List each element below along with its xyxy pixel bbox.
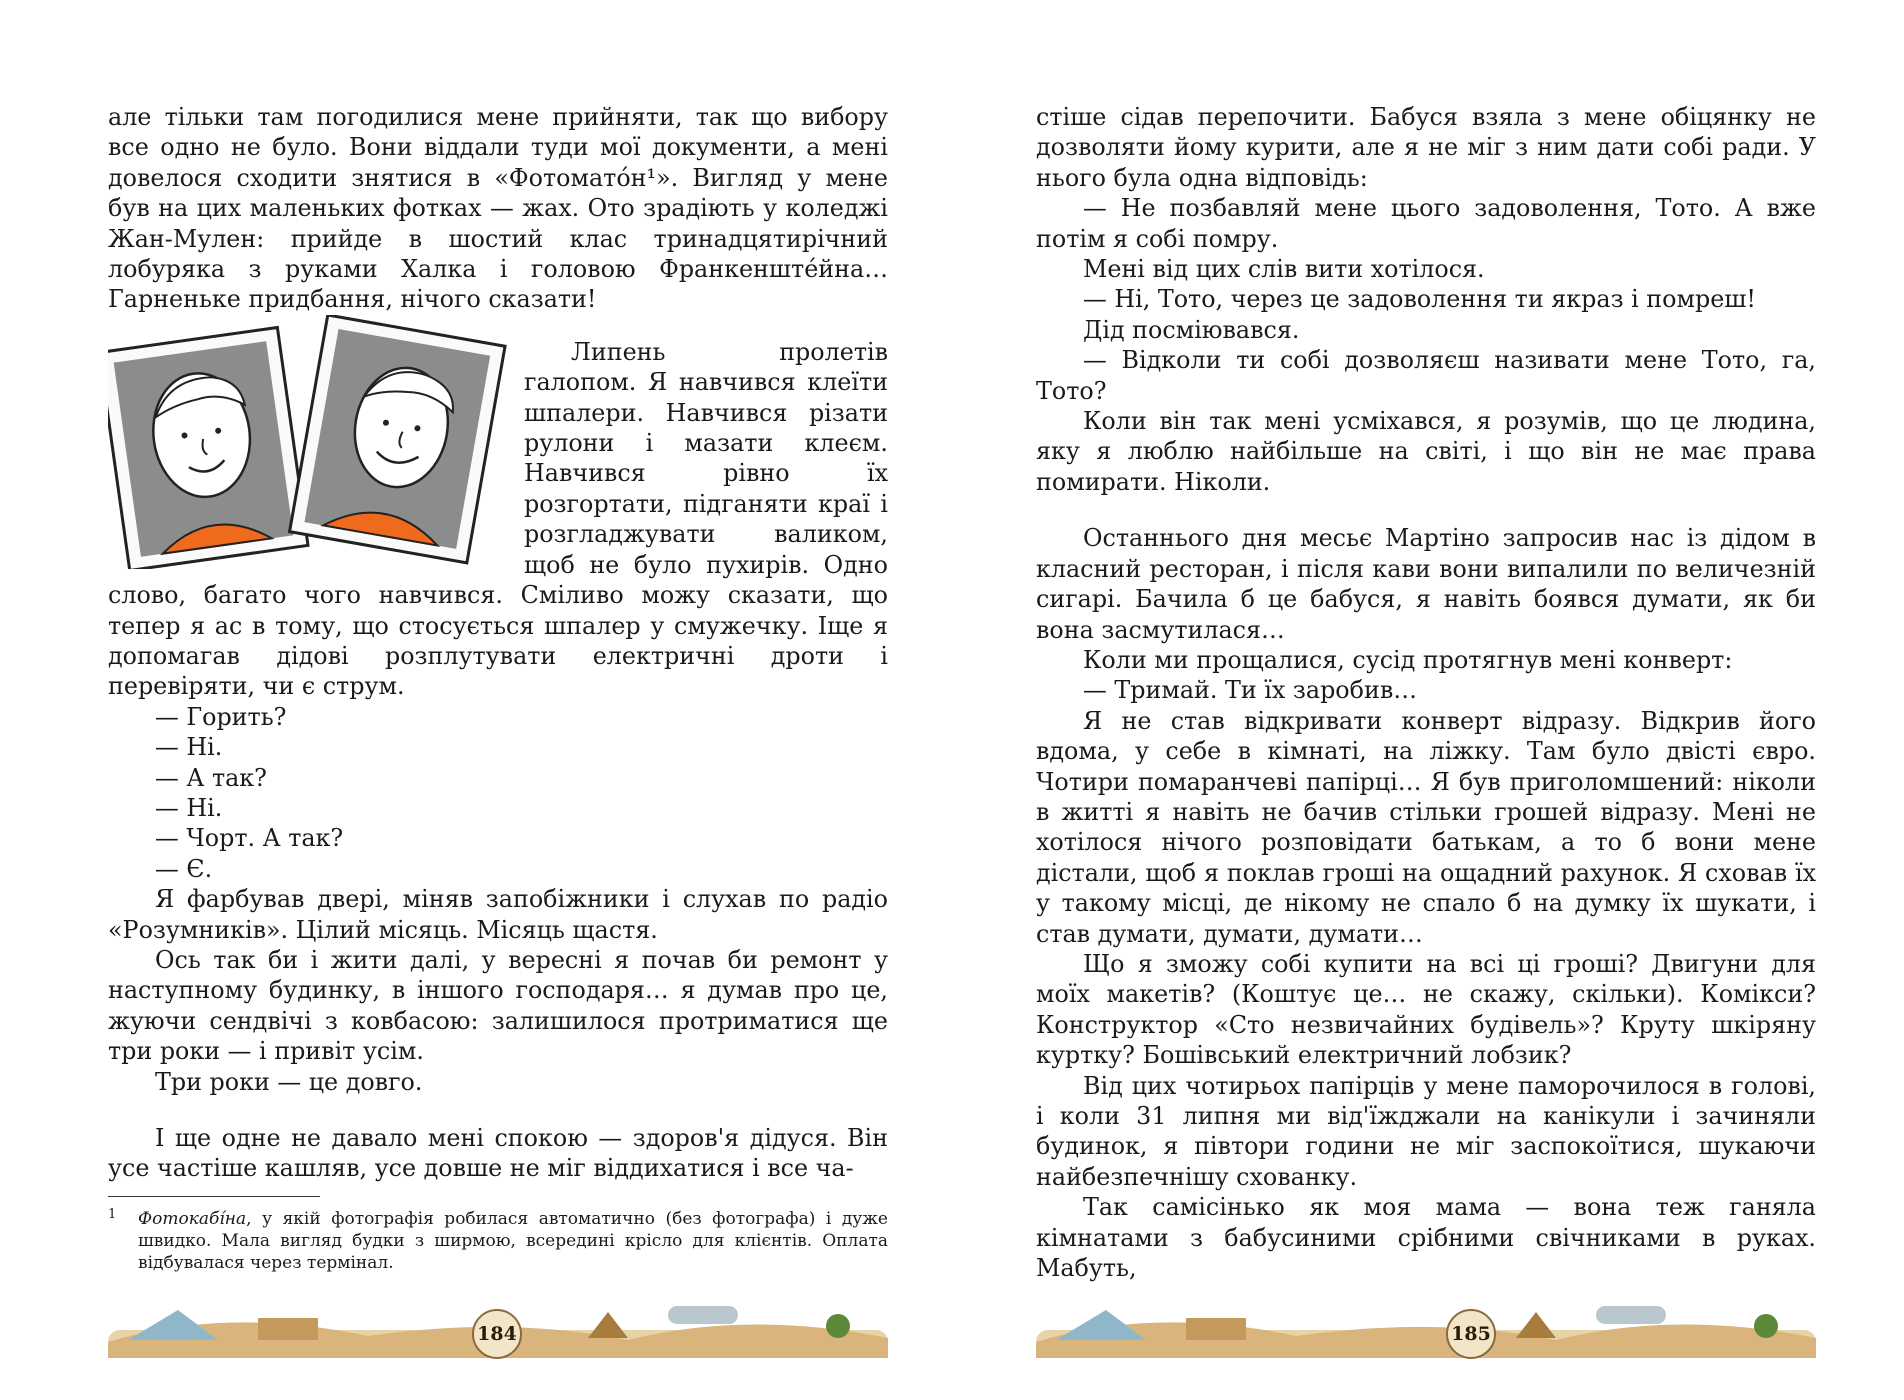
paragraph: — Тримай. Ти їх заробив… [1083,676,1418,705]
footnote-definition: , у якій фотографія робилася автоматично (без фотографа) і дуже швидко. Мала вигляд будки з ширмою, всередині крісло для клієнтів. Оплата відбувалася через термінал. [138,1209,888,1273]
footnote [108,1208,888,1274]
paragraph: Коли ми прощалися, сусід протягнув мені конверт: [1083,645,1733,674]
right-text-column [1036,102,1816,1283]
paragraph: Три роки — це довго. [155,1067,423,1096]
footnote-divider [108,1196,320,1197]
paragraph: Липень пролетів галопом. Я навчився клеїти шпалери. Навчився різати рулони і мазати клеєм. Навчився рівно їх розгортати, підганяти краї і розгладжувати валиком, щоб не було пухирів. Одно слово, багато чого навчився. Сміливо можу сказати, що тепер я ас в тому, що стосується шпалер у смужечку. Іще я допомагав дідові розплутувати електричні дроти і перевіряти, чи є струм. [108,337,888,701]
dialogue-line: — Горить? [155,702,287,731]
footnote-text [108,1208,888,1274]
paragraph: Від цих чотирьох папірців у мене паморочилося в голові, і коли 31 липня ми від'їжджали на канікули і зачиняли будинок, я півтори години не міг заспокоїтися, шукаючи найбезпечнішу схованку. [1036,1071,1816,1191]
paragraph-group [108,884,888,1097]
decorative-banner [1036,1296,1816,1358]
page-number: 184 [472,1309,522,1359]
page-number: 185 [1446,1309,1496,1359]
paragraph: — Ні, Тото, через це задоволення ти якраз і помреш! [1083,285,1756,314]
dialogue-line: — Є. [155,854,213,883]
paragraph: Я фарбував двері, міняв запобіжники і слухав по радіо «Розумників». Цілий місяць. Місяць щастя. [108,885,888,944]
paragraph: Дід посміювався. [1083,315,1300,344]
paragraph: — Не позбавляй мене цього задоволення, Тото. А вже потім я собі помру. [1036,194,1816,253]
dialogue-line: — Чорт. А так? [155,824,344,853]
paragraph: Коли він так мені усміхався, я розумів, що це людина, яку я люблю найбільше на світі, і що він не має права помирати. Ніколи. [1036,407,1816,496]
paragraph: — Відколи ти собі дозволяєш називати мене Тото, га, Тото? [1036,346,1816,405]
paragraph: Ось так би і жити далі, у вересні я почав би ремонт у наступному будинку, в іншого господаря… я думав про це, жуючи сендвічі з ковбасою: залишилося протриматися ще три роки — і привіт усім. [108,945,888,1066]
dialogue-line: — А так? [155,763,267,792]
dialogue-block [108,702,888,884]
left-text-column [108,102,888,1184]
dialogue-line: — Ні. [155,793,223,822]
paragraph: І ще одне не давало мені спокою — здоров'я дідуся. Він усе частіше кашляв, усе довше не міг віддихатися і все ча- [108,1124,888,1183]
photo-booth-illustration [108,315,512,569]
paragraph: Що я зможу собі купити на всі ці гроші? Двигуни для моїх макетів? (Коштує це… не скажу, скільки). Комікси? Конструктор «Сто незвичайних будівель»? Круту шкіряну куртку? Бошівський електричний лобзик? [1036,949,1816,1070]
paragraph: Так самісінько як моя мама — вона теж ганяла кімнатами з бабусиними срібними свічниками в руках. Мабуть, [1036,1193,1816,1283]
right-page [952,0,1904,1400]
paragraph: але тільки там погодилися мене прийняти, так що вибору все одно не було. Вони віддали туди мої документи, а мені довелося сходити знятися в «Фотомато́н¹». Вигляд у мене був на цих маленьких фотках — жах. Ото зрадіють у коледжі Жан-Мулен: прийде в шостий клас тринадцятирічний лобуряка з руками Халка і головою Франкенште́йна… Гарненьке придбання, нічого сказати! [108,103,888,314]
paragraph: Мені від цих слів вити хотілося. [1083,255,1485,284]
paragraph: Я не став відкривати конверт відразу. Відкрив його вдома, у себе в кімнаті, на ліжку. Там було двісті євро. Чотири помаранчеві папірці… Я був приголомшений: ніколи в житті я навіть не бачив стільки грошей відразу. Мені не хотілося нічого розповідати батькам, а то б вони мене дістали, щоб я поклав гроші на ощадний рахунок. Я сховав їх у такому місці, де нікому не спало б на думку їх шукати, і став думати, думати, думати… [1036,706,1816,948]
footnote-term: Фотокабі́на [138,1209,247,1229]
paragraph: Останнього дня месьє Мартіно запросив нас із дідом в класний ресторан, і після кави вони випалили по величезній сигарі. Бачила б це бабуся, я навіть боявся думати, як би вона засмутилася… [1036,524,1816,644]
footnote-marker: 1 [108,1207,117,1222]
paragraph: стіше сідав перепочити. Бабуся взяла з мене обіцянку не дозволяти йому курити, але я не міг з ним дати собі ради. У нього була одна відповідь: [1036,103,1816,192]
dialogue-line: — Ні. [155,733,223,762]
